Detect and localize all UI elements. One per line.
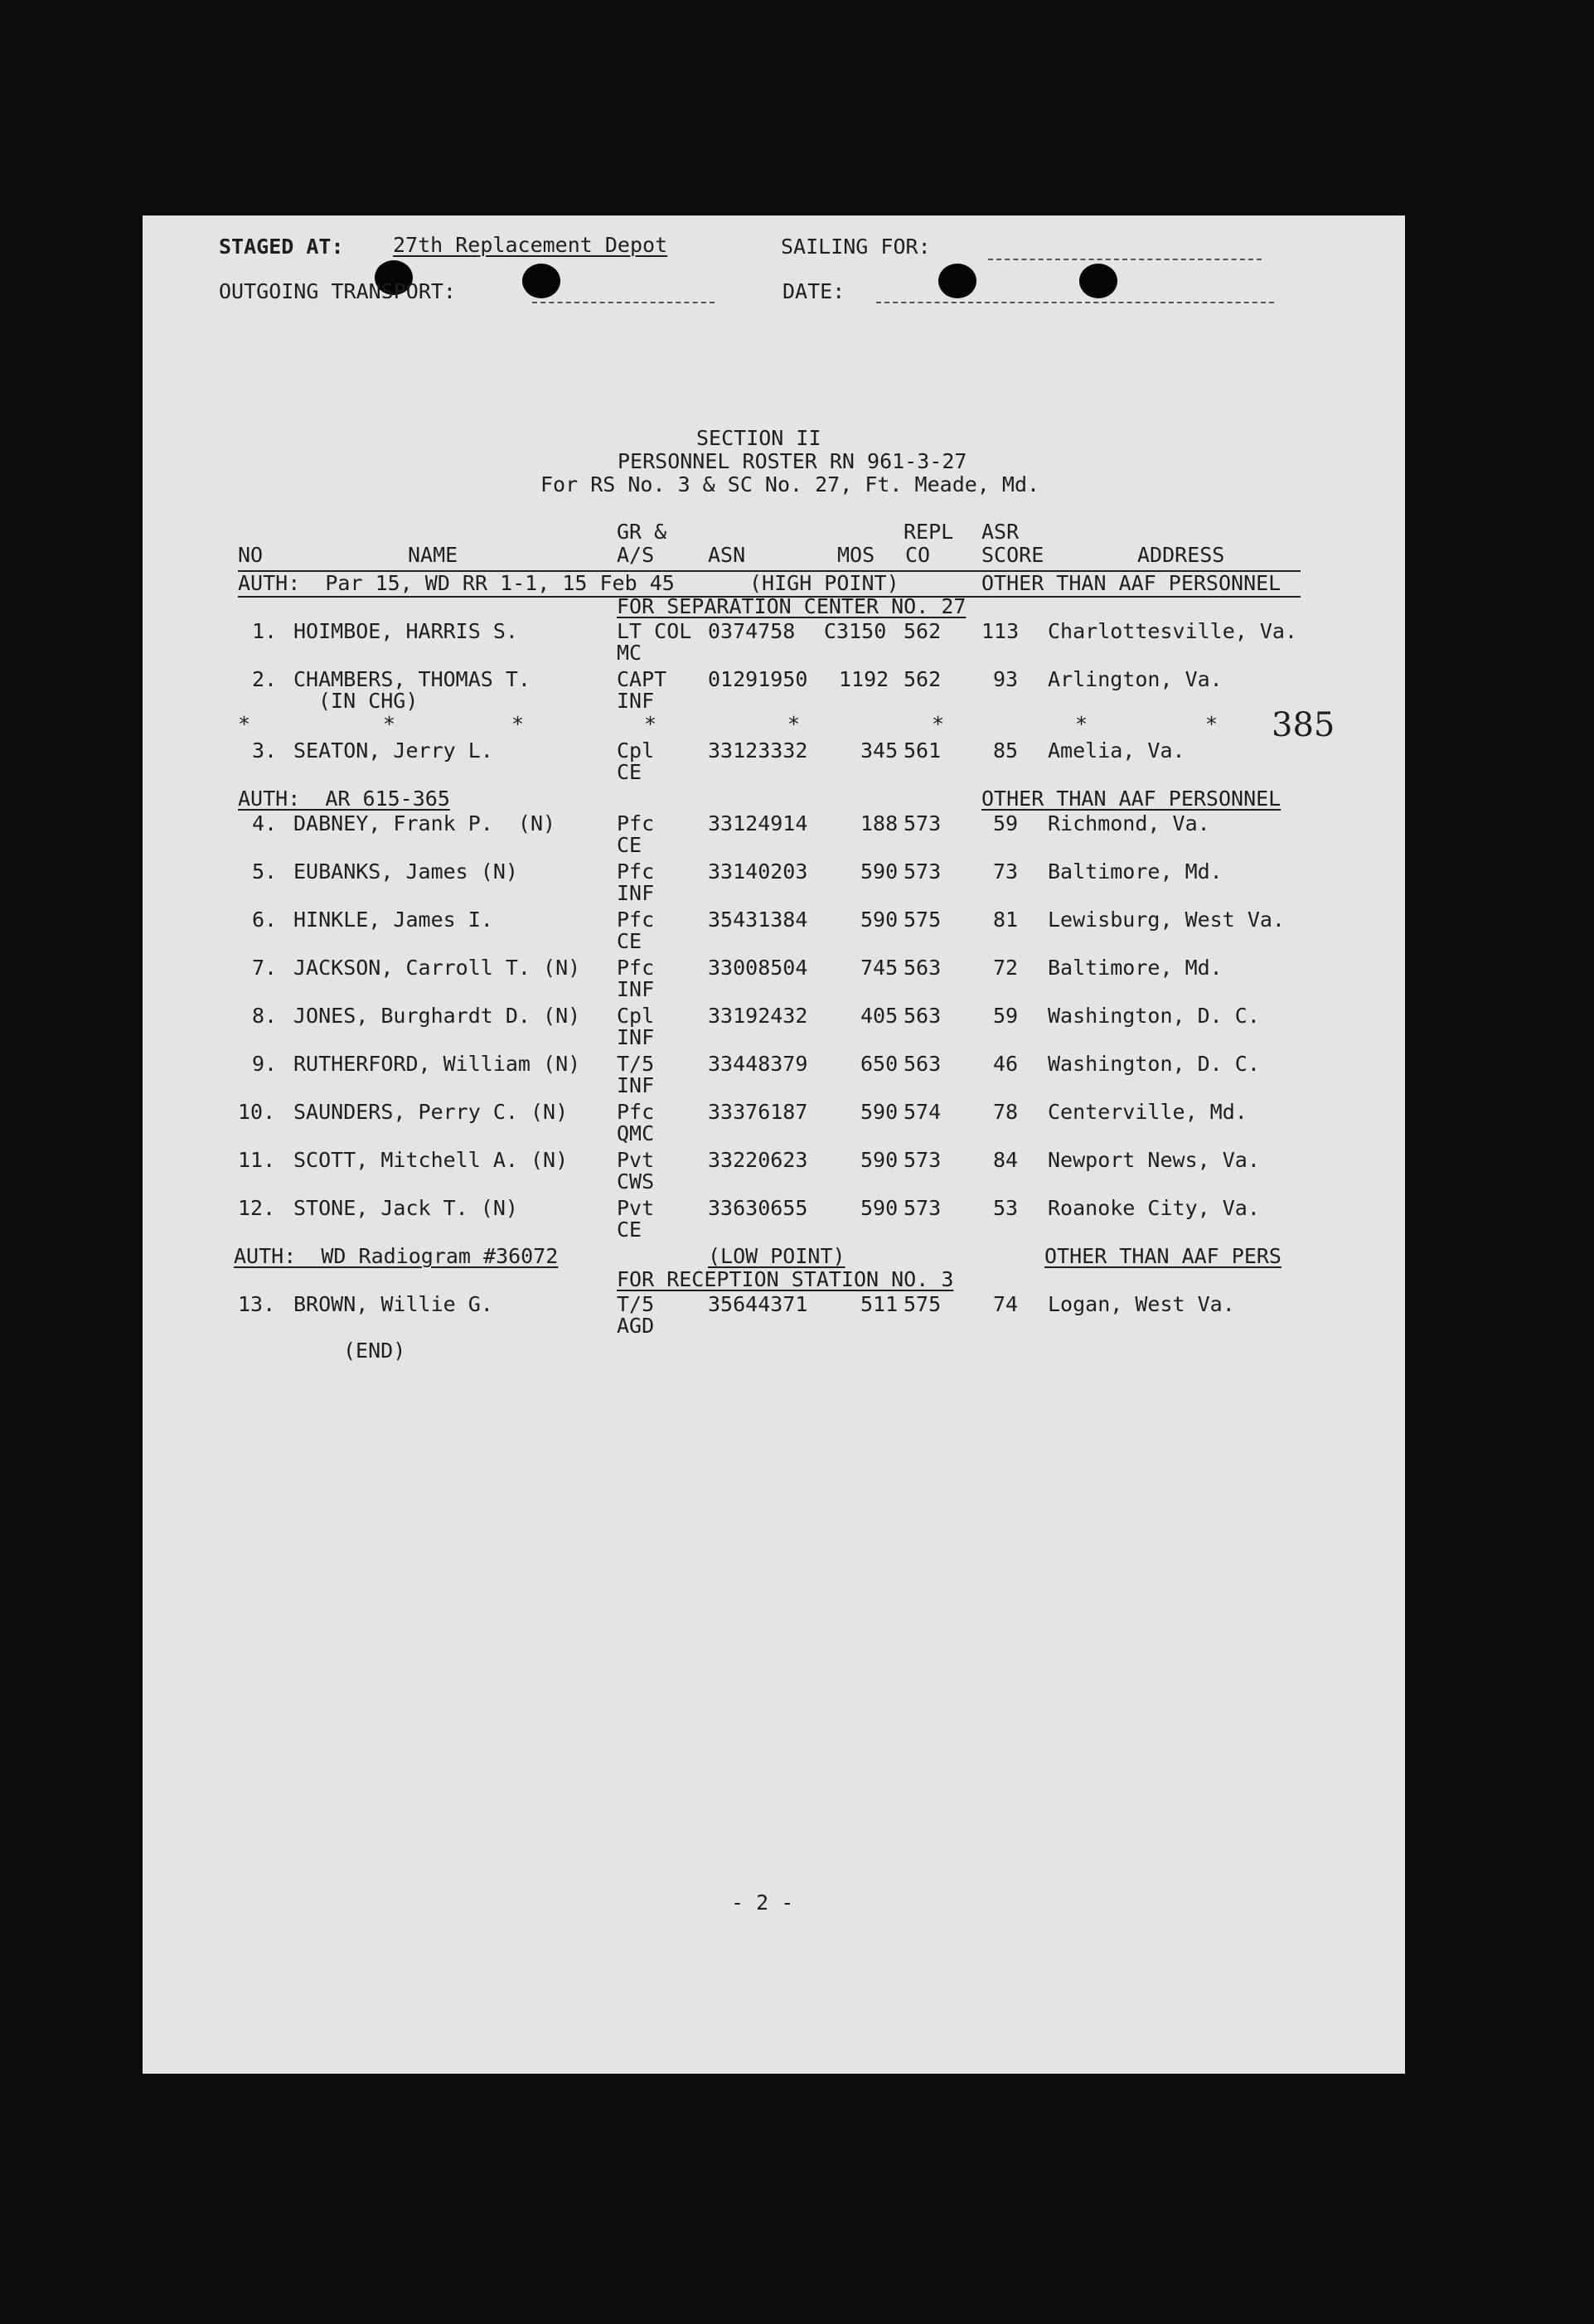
- row-mos: 590: [860, 1100, 899, 1124]
- row-name: EUBANKS, James (N): [293, 859, 518, 884]
- row-grade: T/5: [617, 1052, 655, 1076]
- row-score: 113: [981, 619, 1020, 643]
- end-marker: (END): [343, 1339, 406, 1363]
- row-mos: 590: [860, 908, 899, 932]
- row-name: SCOTT, Mitchell A. (N): [293, 1148, 569, 1172]
- row-asn: 01291950: [708, 667, 808, 691]
- row-address: Centerville, Md.: [1048, 1100, 1248, 1124]
- row-score: 72: [993, 956, 1019, 980]
- row-mos: C3150: [824, 619, 887, 643]
- row-mos: 590: [860, 1196, 899, 1220]
- row-address: Baltimore, Md.: [1048, 859, 1223, 884]
- row-no: 1.: [252, 619, 278, 643]
- outgoing-transport-label: OUTGOING TRANSPORT:: [219, 279, 456, 303]
- row-score: 53: [993, 1196, 1019, 1220]
- auth-1-sub: FOR SEPARATION CENTER NO. 27: [617, 594, 967, 618]
- col-gr-bottom: A/S: [617, 543, 655, 567]
- row-arm: INF: [617, 1073, 655, 1097]
- row-score: 59: [993, 811, 1019, 835]
- row-no: 13.: [238, 1292, 276, 1316]
- row-mos: 590: [860, 1148, 899, 1172]
- row-mos: 590: [860, 859, 899, 884]
- row-address: Newport News, Va.: [1048, 1148, 1260, 1172]
- staged-label: STAGED AT:: [219, 235, 344, 259]
- asterisk: *: [238, 712, 251, 736]
- row-address: Arlington, Va.: [1048, 667, 1223, 691]
- row-arm: INF: [617, 689, 655, 713]
- section-title: SECTION II: [696, 426, 821, 450]
- document-page: [143, 215, 1405, 2074]
- col-asn: ASN: [708, 543, 746, 567]
- row-mos: 511: [860, 1292, 899, 1316]
- row-asn: 33124914: [708, 811, 808, 835]
- row-grade: Pfc: [617, 908, 655, 932]
- sailing-label: SAILING FOR:: [781, 235, 931, 259]
- col-mos: MOS: [837, 543, 875, 567]
- row-score: 78: [993, 1100, 1019, 1124]
- row-name: SAUNDERS, Perry C. (N): [293, 1100, 569, 1124]
- row-name: JONES, Burghardt D. (N): [293, 1004, 581, 1028]
- auth-1-left: AUTH: Par 15, WD RR 1-1, 15 Feb 45: [238, 571, 675, 595]
- row-asn: 33008504: [708, 956, 808, 980]
- row-no: 10.: [238, 1100, 276, 1124]
- row-asn: 0374758: [708, 619, 796, 643]
- row-asn: 35431384: [708, 908, 808, 932]
- row-grade: Pfc: [617, 859, 655, 884]
- punch-hole: [938, 264, 976, 298]
- asterisk: *: [1205, 712, 1219, 736]
- row-repl-co: 561: [904, 738, 942, 763]
- row-arm: AGD: [617, 1314, 655, 1338]
- row-asn: 33630655: [708, 1196, 808, 1220]
- row-score: 74: [993, 1292, 1019, 1316]
- page-number: - 2 -: [731, 1891, 794, 1915]
- row-grade: Pfc: [617, 811, 655, 835]
- col-no: NO: [238, 543, 264, 567]
- row-repl-co: 573: [904, 811, 942, 835]
- row-repl-co: 562: [904, 667, 942, 691]
- asterisk: *: [383, 712, 396, 736]
- row-name: HOIMBOE, HARRIS S.: [293, 619, 518, 643]
- row-address: Washington, D. C.: [1048, 1004, 1260, 1028]
- row-repl-co: 574: [904, 1100, 942, 1124]
- row-arm: CE: [617, 929, 642, 953]
- row-grade: CAPT: [617, 667, 667, 691]
- row-mos: 745: [860, 956, 899, 980]
- auth-3-right: OTHER THAN AAF PERS: [1044, 1244, 1281, 1268]
- auth-2-left: AUTH: AR 615-365: [238, 787, 450, 811]
- row-grade: Cpl: [617, 738, 655, 763]
- row-repl-co: 573: [904, 859, 942, 884]
- row-grade: Pvt: [617, 1196, 655, 1220]
- row-repl-co: 563: [904, 1004, 942, 1028]
- row-score: 93: [993, 667, 1019, 691]
- row-arm: CE: [617, 1218, 642, 1242]
- col-asr-bottom: SCORE: [981, 543, 1044, 567]
- row-score: 46: [993, 1052, 1019, 1076]
- roster-subtitle: For RS No. 3 & SC No. 27, Ft. Meade, Md.: [540, 472, 1040, 496]
- row-mos: 1192: [839, 667, 889, 691]
- row-asn: 33192432: [708, 1004, 808, 1028]
- auth-3-sub: FOR RECEPTION STATION NO. 3: [617, 1267, 954, 1291]
- row-no: 3.: [252, 738, 278, 763]
- col-repl-top: REPL: [904, 520, 954, 544]
- row-score: 81: [993, 908, 1019, 932]
- row-repl-co: 562: [904, 619, 942, 643]
- row-arm: INF: [617, 881, 655, 905]
- auth-1-mid: (HIGH POINT): [749, 571, 899, 595]
- row-grade: LT COL: [617, 619, 692, 643]
- row-asn: 33123332: [708, 738, 808, 763]
- row-address: Logan, West Va.: [1048, 1292, 1235, 1316]
- row-arm: INF: [617, 1025, 655, 1049]
- row-score: 84: [993, 1148, 1019, 1172]
- row-score: 59: [993, 1004, 1019, 1028]
- row-name: CHAMBERS, THOMAS T.: [293, 667, 531, 691]
- row-no: 11.: [238, 1148, 276, 1172]
- row-no: 12.: [238, 1196, 276, 1220]
- row-repl-co: 575: [904, 1292, 942, 1316]
- row-address: Baltimore, Md.: [1048, 956, 1223, 980]
- row-asn: 33376187: [708, 1100, 808, 1124]
- col-repl-bottom: CO: [905, 543, 931, 567]
- row-address: Roanoke City, Va.: [1048, 1196, 1260, 1220]
- row-address: Washington, D. C.: [1048, 1052, 1260, 1076]
- asterisk: *: [1075, 712, 1088, 736]
- asterisk: *: [511, 712, 525, 736]
- row-grade: Cpl: [617, 1004, 655, 1028]
- row-mos: 188: [860, 811, 899, 835]
- row-name: RUTHERFORD, William (N): [293, 1052, 581, 1076]
- row-score: 85: [993, 738, 1019, 763]
- row-repl-co: 563: [904, 956, 942, 980]
- row-no: 6.: [252, 908, 278, 932]
- asterisk: *: [644, 712, 657, 736]
- row-grade: Pfc: [617, 1100, 655, 1124]
- auth-2-right: OTHER THAN AAF PERSONNEL: [981, 787, 1281, 811]
- row-no: 9.: [252, 1052, 278, 1076]
- row-mos: 650: [860, 1052, 899, 1076]
- row-address: Amelia, Va.: [1048, 738, 1185, 763]
- row-no: 4.: [252, 811, 278, 835]
- row-no: 2.: [252, 667, 278, 691]
- punch-hole: [522, 264, 560, 298]
- row-address: Richmond, Va.: [1048, 811, 1210, 835]
- row-asn: 33140203: [708, 859, 808, 884]
- row-mos: 405: [860, 1004, 899, 1028]
- row-grade: Pfc: [617, 956, 655, 980]
- row-arm: MC: [617, 641, 642, 665]
- date-label: DATE:: [782, 279, 845, 303]
- row-arm: INF: [617, 977, 655, 1001]
- auth-1-right: OTHER THAN AAF PERSONNEL: [981, 571, 1281, 595]
- page-stamp-number: 385: [1272, 706, 1335, 744]
- row-name: STONE, Jack T. (N): [293, 1196, 518, 1220]
- row-arm: CE: [617, 833, 642, 857]
- row-no: 8.: [252, 1004, 278, 1028]
- asterisk: *: [932, 712, 945, 736]
- row-name: HINKLE, James I.: [293, 908, 493, 932]
- auth-3-mid: (LOW POINT): [708, 1244, 845, 1268]
- row-repl-co: 573: [904, 1148, 942, 1172]
- row-repl-co: 573: [904, 1196, 942, 1220]
- asterisk: *: [787, 712, 801, 736]
- row-asn: 33220623: [708, 1148, 808, 1172]
- punch-hole: [1079, 264, 1117, 298]
- row-name-note: (IN CHG): [318, 689, 419, 713]
- row-no: 7.: [252, 956, 278, 980]
- col-gr-top: GR &: [617, 520, 667, 544]
- row-arm: CE: [617, 760, 642, 784]
- row-grade: T/5: [617, 1292, 655, 1316]
- row-name: DABNEY, Frank P. (N): [293, 811, 556, 835]
- row-asn: 33448379: [708, 1052, 808, 1076]
- auth-3-left: AUTH: WD Radiogram #36072: [234, 1244, 559, 1268]
- row-name: JACKSON, Carroll T. (N): [293, 956, 581, 980]
- roster-title: PERSONNEL ROSTER RN 961-3-27: [618, 449, 967, 473]
- staged-value: 27th Replacement Depot: [393, 233, 668, 257]
- row-repl-co: 563: [904, 1052, 942, 1076]
- col-address: ADDRESS: [1137, 543, 1225, 567]
- row-repl-co: 575: [904, 908, 942, 932]
- row-asn: 35644371: [708, 1292, 808, 1316]
- col-asr-top: ASR: [981, 520, 1020, 544]
- sailing-fill-line: [988, 259, 1262, 260]
- row-arm: QMC: [617, 1121, 655, 1145]
- date-fill-line: [876, 302, 1274, 303]
- row-mos: 345: [860, 738, 899, 763]
- row-grade: Pvt: [617, 1148, 655, 1172]
- row-name: BROWN, Willie G.: [293, 1292, 493, 1316]
- col-name: NAME: [408, 543, 458, 567]
- row-name: SEATON, Jerry L.: [293, 738, 493, 763]
- row-address: Charlottesville, Va.: [1048, 619, 1298, 643]
- row-score: 73: [993, 859, 1019, 884]
- row-no: 5.: [252, 859, 278, 884]
- transport-fill-line: [532, 302, 715, 303]
- row-arm: CWS: [617, 1169, 655, 1193]
- row-address: Lewisburg, West Va.: [1048, 908, 1285, 932]
